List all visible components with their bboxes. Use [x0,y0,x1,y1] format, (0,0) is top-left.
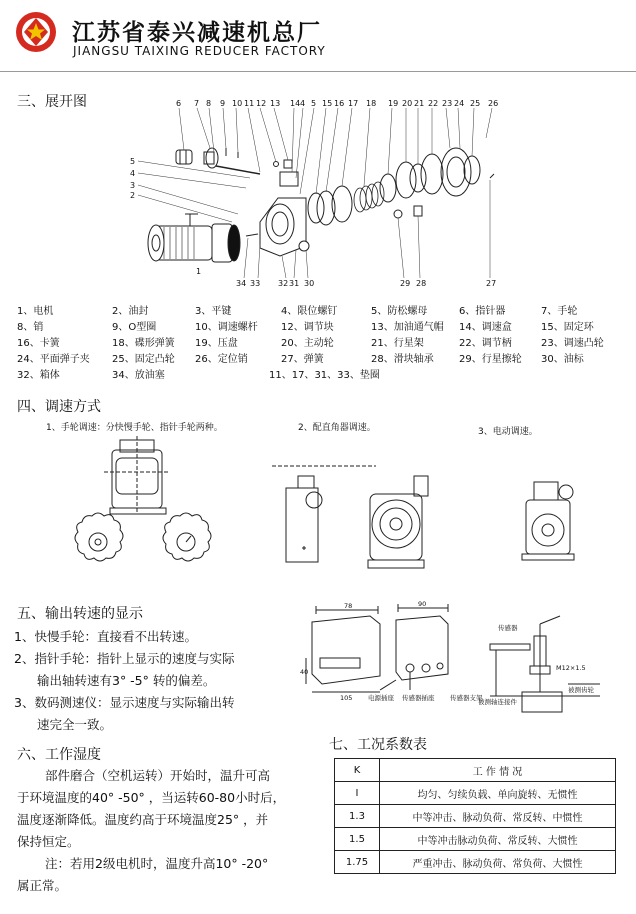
header-condition: 工 作 情 况 [380,759,616,782]
svg-text:2: 2 [130,191,136,200]
handwheel-housing-drawing [104,436,170,514]
part-item: 24、平面弹子夹 [17,354,90,365]
label-power: 电源插座 [368,694,394,702]
table-row [335,782,616,805]
svg-text:5: 5 [130,157,136,166]
label-bracket: 传感器支架 [450,694,483,702]
part-item: 5、防松螺母 [371,306,428,317]
header-divider [0,71,636,72]
cell-condition: 中等冲击、脉动负荷、常反转、中惯性 [380,805,616,828]
table-row [335,805,616,828]
part-item: 20、主动轮 [281,338,334,349]
svg-text:24: 24 [454,99,465,108]
svg-text:8: 8 [206,99,212,108]
part-item: 9、O型圈 [112,322,157,333]
svg-text:15: 15 [322,99,333,108]
cell-k: 1.3 [335,805,380,828]
section-6-title: 六、工作湿度 [17,747,101,763]
label-shaft: 被测轴连接件 [478,698,517,706]
part-item: 15、固定环 [541,322,594,333]
part-item: 12、调节块 [281,322,334,333]
cell-k: I [335,782,380,805]
part-item: 16、卡簧 [17,338,60,349]
section-3-title: 三、展开图 [17,94,87,110]
svg-text:17: 17 [348,99,359,108]
part-item: 29、行星擦轮 [459,354,522,365]
exploded-view-diagram [120,98,510,298]
part-item: 7、手轮 [541,306,578,317]
table-header-row [335,759,616,782]
tachometer-drawing [300,600,630,720]
part-item: 25、固定凸轮 [112,354,175,365]
svg-text:3: 3 [130,181,136,190]
service-factor-table [334,758,616,874]
electric-control-drawing [522,482,574,560]
housing-drawing [246,198,309,256]
section-4-title: 四、调速方式 [17,399,101,415]
callout-6: 6 [176,99,182,108]
svg-text:18: 18 [366,99,377,108]
svg-text:33: 33 [250,279,261,288]
dim-h1: 40 [300,668,309,676]
speed-control-drawings [50,436,630,606]
company-logo [14,10,58,54]
svg-text:34: 34 [236,279,247,288]
part-item: 2、油封 [112,306,149,317]
display-item-3 [14,692,234,714]
part-item: 13、加油通气帽 [371,322,444,333]
display-item-2-cont: 输出轴转速有3° -5° 转的偏差。 [37,673,216,688]
temp-para-line-1: 部件磨合（空机运转）开始时，温升可高 [45,768,271,783]
svg-text:32: 32 [278,279,289,288]
svg-text:14: 14 [290,99,301,108]
part-item: 3、平键 [195,306,232,317]
svg-text:13: 13 [270,99,281,108]
svg-text:4: 4 [300,99,306,108]
svg-text:28: 28 [416,279,427,288]
parts-list [17,304,632,384]
display-item-1 [14,626,197,648]
cell-k: 1.5 [335,828,380,851]
right-angle-drawing [272,466,428,568]
part-item: 30、油标 [541,354,584,365]
pointer-handwheel-icon [163,513,211,561]
svg-text:25: 25 [470,99,481,108]
dim-bottom: 105 [340,694,353,702]
label-sensor-line: 传感器插座 [402,694,435,702]
section-5-title: 五、输出转速的显示 [17,606,143,622]
part-item: 27、弹簧 [281,354,324,365]
svg-text:19: 19 [388,99,399,108]
svg-text:30: 30 [304,279,315,288]
svg-text:12: 12 [256,99,267,108]
dim-w2: 90 [418,600,427,608]
item-text: 指针手轮：指针上显示的速度与实际 [34,651,235,666]
svg-text:20: 20 [402,99,413,108]
part-item: 23、调速凸轮 [541,338,604,349]
label-pulse-wheel: 被测齿轮 [568,686,594,694]
temp-para-line-4: 保持恒定。 [17,834,80,849]
method-1-label: 1、手轮调速：分快慢手轮、指针手轮两种。 [46,423,223,433]
item-number: 2、 [14,651,35,666]
label-thread: M12×1.5 [556,664,586,672]
cell-condition: 严重冲击、脉动负荷、常负荷、大惯性 [380,851,616,874]
cell-condition: 均匀、匀续负载、单向旋转、无惯性 [380,782,616,805]
svg-text:5: 5 [311,99,317,108]
svg-text:23: 23 [442,99,453,108]
table-row [335,851,616,874]
cell-condition: 中等冲击脉动负荷、常反转、大惯性 [380,828,616,851]
svg-text:9: 9 [220,99,226,108]
part-item: 11、17、31、33、垫圈 [269,370,380,381]
temp-para-line-2: 于环境温度的40° -50° ，当运转60-80小时后， [17,790,286,805]
cell-k: 1.75 [335,851,380,874]
part-item: 1、电机 [17,306,54,317]
svg-text:16: 16 [334,99,345,108]
svg-text:11: 11 [244,99,255,108]
item-text: 快慢手轮：直接看不出转速。 [34,629,197,644]
part-item: 18、碟形弹簧 [112,338,175,349]
svg-text:1: 1 [196,267,202,276]
motor-drawing [148,214,240,262]
display-item-3-cont: 速完全一致。 [37,717,113,732]
method-2-label: 2、配直角器调速。 [298,423,376,433]
display-item-2 [14,648,234,670]
part-item: 8、销 [17,322,44,333]
svg-text:22: 22 [428,99,439,108]
label-sensor: 传感器 [498,624,518,632]
item-number: 3、 [14,695,35,710]
section-7-title: 七、工况系数表 [329,737,427,753]
part-item: 10、调速螺杆 [195,322,258,333]
part-item: 19、压盘 [195,338,238,349]
company-name-cn: 江苏省泰兴减速机总厂 [72,20,322,46]
part-item: 28、滑块轴承 [371,354,434,365]
part-item: 32、箱体 [17,370,60,381]
table-row [335,828,616,851]
temp-note-line-2: 属正常。 [17,878,68,893]
svg-text:29: 29 [400,279,411,288]
fast-slow-handwheel-icon [75,513,123,561]
svg-text:27: 27 [486,279,497,288]
svg-text:21: 21 [414,99,425,108]
svg-text:26: 26 [488,99,499,108]
temp-note-line-1: 注：若用2级电机时，温度升高10° -20° [45,856,269,871]
part-item: 26、定位销 [195,354,248,365]
temp-para-line-3: 温度逐渐降低。温度约高于环境温度25° ，并 [17,812,269,827]
dim-w1: 78 [344,602,353,610]
header-k: K [335,759,380,782]
item-text: 数码测速仪：显示速度与实际输出转 [34,695,235,710]
part-item: 6、指针器 [459,306,506,317]
item-number: 1、 [14,629,35,644]
part-item: 22、调节柄 [459,338,512,349]
svg-text:7: 7 [194,99,200,108]
method-3-label: 3、电动调速。 [478,427,538,437]
part-item: 4、限位螺钉 [281,306,338,317]
svg-text:4: 4 [130,169,136,178]
part-item: 34、放油塞 [112,370,165,381]
svg-text:10: 10 [232,99,243,108]
company-name-en: JIANGSU TAIXING REDUCER FACTORY [73,44,326,58]
part-item: 14、调速盒 [459,322,512,333]
part-item: 21、行星架 [371,338,424,349]
svg-text:31: 31 [289,279,300,288]
